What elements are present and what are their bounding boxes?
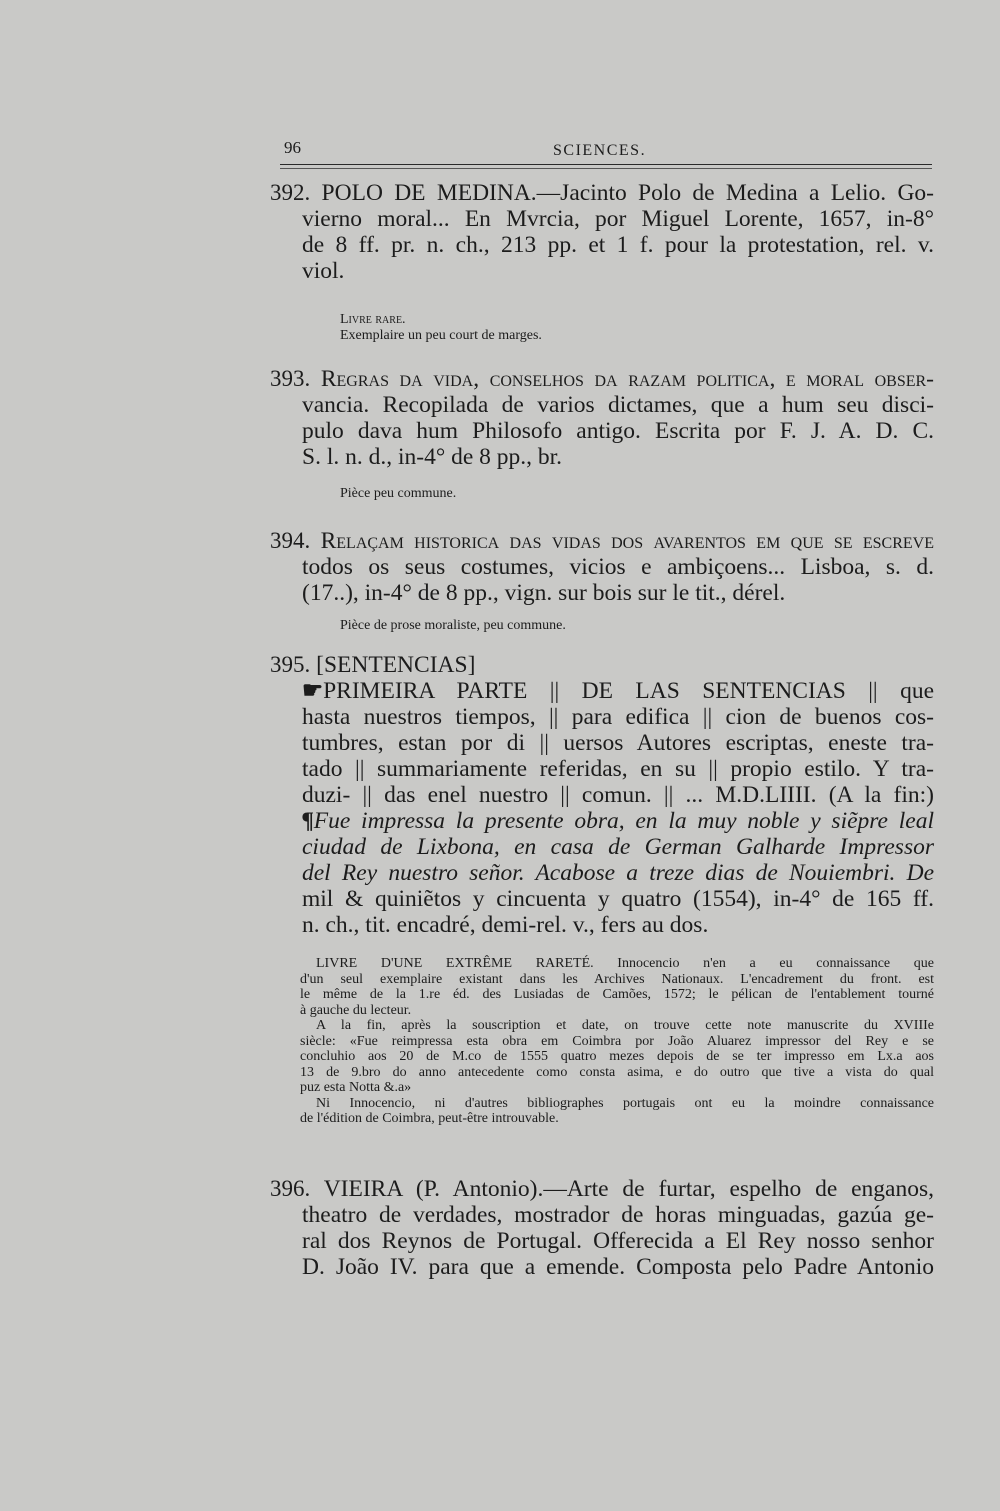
note-line: A la fin, après la souscription et date, on trouve cette note manuscrite du XVIIIe [316,1018,934,1033]
entry-line: (17..), in-4° de 8 pp., vign. sur bois sur le tit., dérel. [302,580,786,606]
note-line: de l'édition de Coimbra, peut-être introuvable. [300,1111,559,1126]
note-line: à gauche du lecteur. [300,1002,412,1018]
entry-text: Fue impressa la presente obra, en la muy noble y siẽpre leal [313,808,934,834]
entry-line [270,678,934,704]
entry-393 [270,366,934,502]
note-line: Livre rare. [340,312,406,327]
entry-395 [270,652,934,1127]
entry-number: 396. [270,1176,311,1201]
entry-number: 394. [270,528,311,553]
page-number: 96 [284,138,301,157]
entry-note [270,486,934,502]
note-line: Pièce de prose moraliste, peu commune. [340,618,566,633]
running-title: SCIENCES. [553,142,647,159]
note-line: Pièce peu commune. [340,486,457,501]
entry-392 [270,180,934,343]
entry-line [270,1176,934,1202]
entry-line: n. ch., tit. encadré, demi-rel. v., fers au dos. [302,912,709,938]
note-line: LIVRE D'UNE EXTRÊME RARETÉ. Innocencio n'en a eu connaissance que [316,956,934,971]
entry-line [270,808,934,834]
entry-number: 392. [270,180,311,205]
entry-line: theatro de verdades, mostrador de horas minguadas, gazúa ge- [302,1202,934,1228]
entry-line: ral dos Reynos de Portugal. Offerecida a El Rey nosso senhor [302,1228,934,1254]
entry-line: de 8 ff. pr. n. ch., 213 pp. et 1 f. pour la protestation, rel. v. [302,232,934,258]
entry-line: mil & quiniẽtos y cincuenta y quatro (1554), in-4° de 165 ff. [302,886,934,912]
entry-line: S. l. n. d., in-4° de 8 pp., br. [302,444,563,470]
entry-line: duzi- || das enel nuestro || comun. || ... M.D.LIIII. (A la fin:) [302,782,934,808]
note-line: le même de la 1.re éd. des Lusiadas de Camões, 1572; le pélican de l'entablement tourné [300,987,934,1002]
entry-line [270,652,934,678]
note-line: 13 de 9.bro do anno antecedente como consta asima, e do outro que tive a vista do qual [300,1064,934,1080]
entry-394 [270,528,934,634]
entry-text: VIEIRA (P. Antonio).—Arte de furtar, espelho de enganos, [323,1176,935,1202]
header-rule-thin [280,168,932,169]
entry-line: D. João IV. para que a emende. Composta pelo Padre Antonio [302,1254,934,1280]
entry-line: ciudad de Lixbona, en casa de German Galharde Impressor [302,834,934,860]
entry-line: vierno moral... En Mvrcia, por Miguel Lorente, 1657, in-8° [302,206,934,232]
note-line: Exemplaire un peu court de marges. [340,327,542,343]
entry-line: pulo dava hum Philosofo antigo. Escrita por F. J. A. D. C. [302,418,934,444]
entry-note [270,618,934,634]
entry-line: del Rey nuestro señor. Acabose a treze dias de Nouiembri. De [302,860,934,886]
entry-note [270,956,934,1127]
entry-text: Regras da vida, conselhos da razam politica, e moral obser- [320,366,935,392]
note-line: siècle: «Fue reimpressa esta obra em Coimbra por João Aluarez impressor del Rey e se [300,1033,934,1049]
entry-number: 393. [270,366,311,391]
entry-396 [270,1176,934,1280]
entry-line [270,180,934,206]
entry-text: [SENTENCIAS] [316,652,476,678]
entry-text: PRIMEIRA PARTE || DE LAS SENTENCIAS || que [323,678,934,704]
entry-line: todos os seus costumes, vicios e ambiçoens... Lisboa, s. d. [302,554,934,580]
entry-line [270,528,934,554]
entry-line: hasta nuestros tiempos, || para edifica || cion de buenos cos- [302,704,934,730]
note-line: d'un seul exemplaire existant dans les Archives Nationaux. L'encadrement du front. est [300,971,934,987]
entry-line [270,366,934,392]
entry-text: Relaçam historica das vidas dos avarentos em que se escreve [320,528,934,554]
entry-text: POLO DE MEDINA.—Jacinto Polo de Medina a Lelio. Go- [321,180,934,206]
entry-line: viol. [302,258,345,284]
note-line: puz esta Notta &.a» [300,1080,412,1095]
entry-line: vancia. Recopilada de varios dictames, que a hum seu disci- [302,392,934,418]
entry-number: 395. [270,652,311,677]
pointing-hand-icon: ☛ [302,678,324,704]
note-line: concluhio aos 20 de M.co de 1555 quatro mezes depois de se ter impresso em Lx.a aos [300,1049,934,1064]
entry-line: tumbres, estan por di || uersos Autores escriptas, eneste tra- [302,730,934,756]
note-line: Ni Innocencio, ni d'autres bibliographes portugais ont eu la moindre connaissance [316,1095,934,1111]
entry-line: tado || summariamente referidas, en su || propio estilo. Y tra- [302,756,934,782]
pilcrow-icon: ¶ [302,808,314,834]
header-rule [280,164,932,165]
entry-note [270,312,934,343]
page-header [280,136,932,172]
